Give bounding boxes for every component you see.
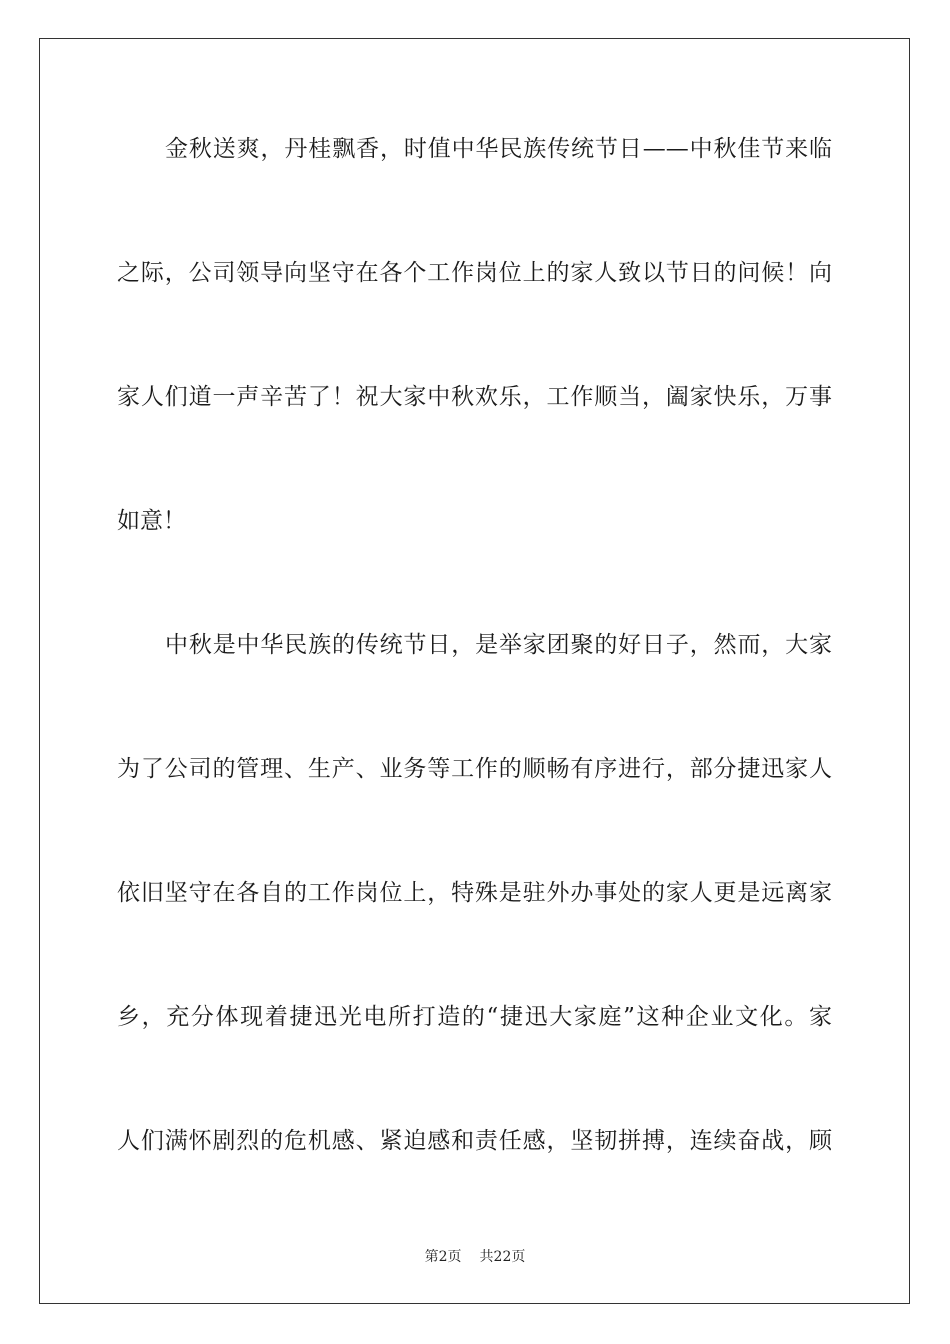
- paragraph-1-line-2: 之际，公司领导向坚守在各个工作岗位上的家人致以节日的问候！向: [117, 260, 832, 286]
- page-number-current: 第2页: [424, 1249, 462, 1265]
- page-footer: [0, 1248, 950, 1266]
- paragraph-2-line-4: 乡，充分体现着捷迅光电所打造的“捷迅大家庭”这种企业文化。家: [117, 1004, 832, 1030]
- paragraph-1-line-3: 家人们道一声辛苦了！祝大家中秋欢乐，工作顺当，阖家快乐，万事: [117, 384, 832, 410]
- paragraph-2-line-1: 中秋是中华民族的传统节日，是举家团聚的好日子，然而，大家: [165, 632, 832, 658]
- paragraph-1-line-1: 金秋送爽，丹桂飘香，时值中华民族传统节日——中秋佳节来临: [165, 136, 832, 162]
- paragraph-2-line-2: 为了公司的管理、生产、业务等工作的顺畅有序进行，部分捷迅家人: [117, 756, 832, 782]
- paragraph-2-line-5: 人们满怀剧烈的危机感、紧迫感和责任感，坚韧拼搏，连续奋战，顾: [117, 1128, 832, 1154]
- page-number-total: 共22页: [479, 1249, 526, 1265]
- paragraph-1-line-4: 如意！: [117, 508, 186, 534]
- paragraph-2-line-3: 依旧坚守在各自的工作岗位上，特殊是驻外办事处的家人更是远离家: [117, 880, 832, 906]
- page-border: [39, 38, 910, 1304]
